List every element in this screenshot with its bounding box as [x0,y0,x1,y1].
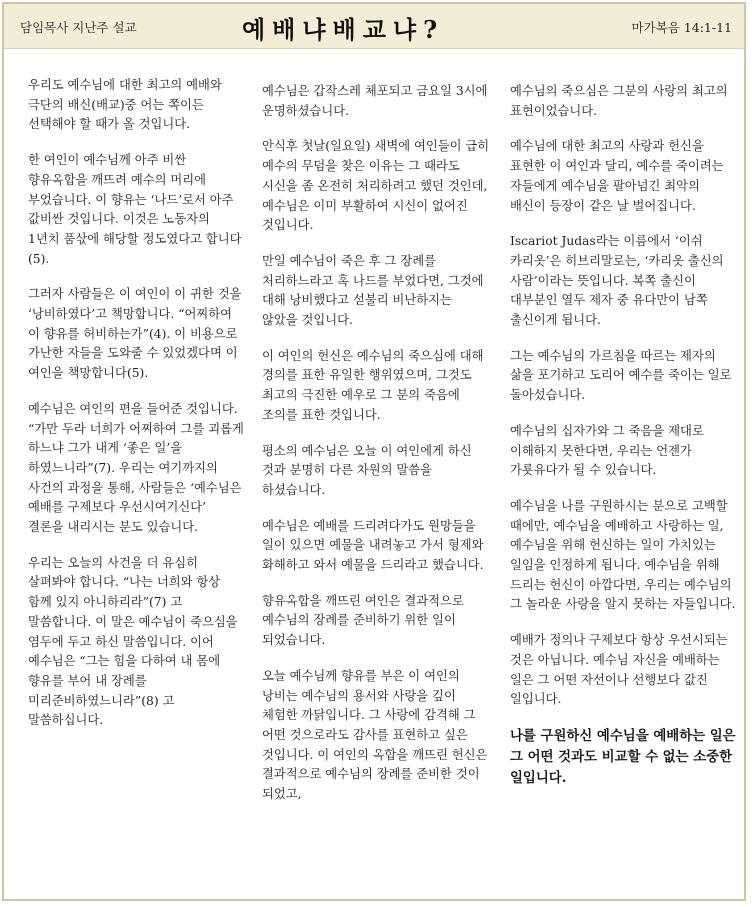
conclusion-paragraph: 나를 구원하신 예수님을 예배하는 일은 그 어떤 것과도 비교할 수 없는 소중한 일입니다. [510,727,736,786]
paragraph: 예수님의 십자가와 그 죽음을 제대로 이해하지 못한다면, 우리는 언젠가 가룟유다가 될 수 있습니다. [510,423,704,478]
paragraph: 평소의 예수님은 오늘 이 여인에게 하신 것과 분명히 다른 차원의 말씀을 하셨습니다. [262,443,472,497]
paragraph: 오늘 예수님께 향유를 부은 이 여인의 낭비는 예수님의 용서와 사랑을 깊이 체험한 까닭입니다. 그 사랑에 감격해 그 어떤 것으로라도 감사를 표현하고 싶은 것입니다. 이 여인의 옥합을 깨뜨린 헌신은 결과적으로 예수님의 장례를 준비한 것이 되었고, [262,668,488,802]
text-column-2 [262,82,490,821]
paragraph: 안식후 첫날(일요일) 새벽에 여인들이 급히 예수의 무덤을 찾은 이유는 그 때라도 시신을 좀 온전히 처리하려고 했던 것인데, 예수님은 이미 부활하여 시신이 없어진 것입니다. [262,139,490,233]
paragraph: 우리는 오늘의 사건을 더 유심히 살펴봐야 합니다. “나는 너희와 항상 함께 있지 아니하리라”(7) 고 말씀합니다. 이 말은 예수님이 죽으심을 염두에 두고 하신 말씀입니다. 이어 예수님은 “그는 힘을 다하여 내 몸에 향유를 부어 내 장례를 미리준비하였느니라”(8) 고 말씀하십니다. [28,555,238,728]
paragraph: 예수님은 예배를 드리려다가도 원망들을 일이 있으면 예물을 내려놓고 가서 형제와 화해하고 와서 예물을 드리라고 했습니다. [262,518,484,573]
page-title: 예배냐배교냐? [242,15,445,44]
text-column-3 [510,82,738,805]
paragraph: 예수님에 대한 최고의 사랑과 헌신을 표현한 이 여인과 달리, 예수를 죽이려는 자들에게 예수님을 팔아넘긴 최악의 배신이 등장이 같은 날 벌어집니다. [510,139,724,213]
paragraph: 한 여인이 예수님께 아주 비싼 향유옥합을 깨뜨려 예수의 머리에 부었습니다. 이 향유는 ‘나드’로서 아주 값비싼 것입니다. 이것은 노동자의 1년치 품삯에 해당할 정도였다고 합니다(5). [28,153,242,266]
scripture-reference: 마가복음 14:1-11 [631,20,732,35]
paragraph: 우리도 예수님에 대한 최고의 예배와 극단의 배신(배교)중 어는 쪽이든 선택해야 할 때가 올 것입니다. [28,78,222,132]
paragraph: 만일 예수님이 죽은 후 그 장례를 처리하느라고 혹 나드를 부었다면, 그것에 대해 낭비했다고 섣불리 비난하지는 않았을 것입니다. [262,253,484,328]
paragraph: 예수님은 여인의 편을 들어준 것입니다. “가만 두라 너희가 어찌하여 그를 괴롭게 하느냐 그가 내게 ‘좋은 일’을 하였느니라”(7). 우리는 여기까지의 사건의 과정을 통해, 사람들은 ‘예수님은 예배를 구제보다 우선시여기신다’ 결론을 내리시는 분도 있습니다. [28,401,244,535]
text-column-1 [28,76,244,747]
paragraph: 그는 예수님의 가르침을 따르는 제자의 삶을 포기하고 도리어 예수를 죽이는 일로 돌아섰습니다. [510,348,732,403]
paragraph: 향유옥합을 깨뜨린 여인은 결과적으로 예수님의 장례를 준비하기 위한 일이 되었습니다. [262,593,464,648]
paragraph: 그러자 사람들은 이 여인이 이 귀한 것을 ‘낭비하였다’고 책망합니다. “어찌하여 이 향유를 허비하는가”(4). 이 비용으로 가난한 자들을 도와줄 수 있었겠다며 이 여인을 책망합니다(5). [28,287,242,381]
paragraph: Iscariot Judas라는 이름에서 ‘이쉬 카리옷’은 히브리말로는, ‘카리옷 출신의 사람’이라는 뜻입니다. 복쪽 출신이 대부분인 열두 제자 중 유다만이 남쪽 출신이게 됩니다. [510,234,724,328]
paragraph: 예수님은 갑작스레 체포되고 금요일 3시에 운명하셨습니다. [262,84,488,118]
paragraph: 이 여인의 헌신은 예수님의 죽으심에 대해 경의를 표한 유일한 행위였으며, 그것도 최고의 극진한 예우로 그 분의 죽음에 조의를 표한 것입니다. [262,348,484,422]
paragraph: 예수님을 나를 구원하시는 분으로 고백할 때에만, 예수님을 예배하고 사랑하는 일, 예수님을 위해 헌신하는 일이 가치있는 일임을 인정하게 됩니다. 예수님을 위해 드리는 헌신이 아깝다면, 우리는 예수님의 그 놀라운 사랑을 알지 못하는 자들입니다. [510,498,736,612]
paragraph: 예수님의 죽으심은 그분의 사랑의 최고의 표현이었습니다. [510,84,728,118]
paragraph: 예배가 정의나 구제보다 항상 우선시되는 것은 아닙니다. 예수님 자신을 예배하는 일은 그 어떤 자선이나 선행보다 값진 일입니다. [510,633,728,707]
sermon-page [2,2,746,901]
sermon-category: 담임목사 지난주 설교 [20,20,137,35]
header-bar [4,4,744,49]
